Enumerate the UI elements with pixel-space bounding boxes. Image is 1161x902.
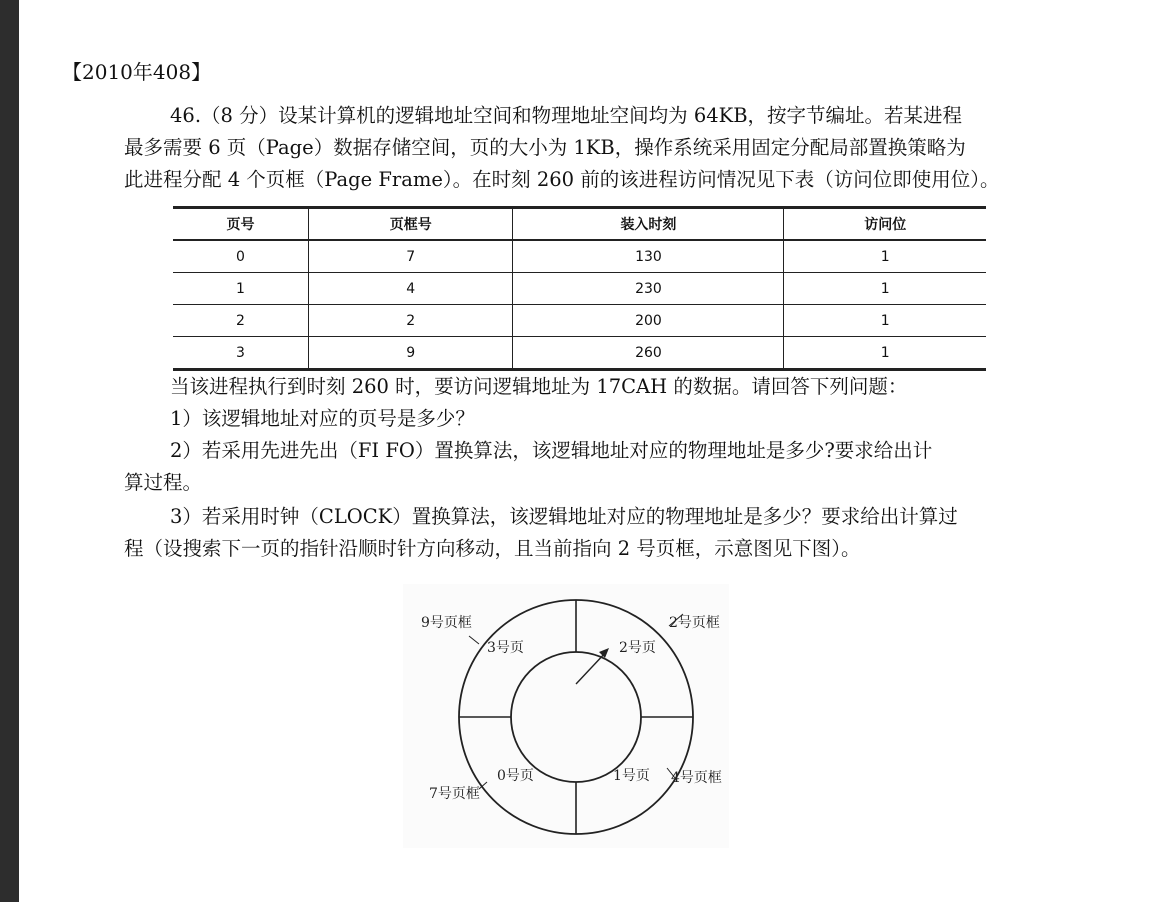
window-side-bar: [0, 0, 19, 902]
header-page-number: 页号: [173, 208, 309, 241]
table-cell: 1: [173, 273, 309, 305]
table-cell: 2: [309, 305, 513, 337]
frame-label-9: 9号页框: [421, 615, 472, 631]
table-cell: 1: [784, 337, 986, 370]
table-row: [173, 305, 986, 337]
table-cell: 230: [513, 273, 784, 305]
table-cell: 3: [173, 337, 309, 370]
page-label-3: 3号页: [487, 640, 524, 656]
table-cell: 4: [309, 273, 513, 305]
table-cell: 1: [784, 305, 986, 337]
table-cell: 260: [513, 337, 784, 370]
header-access-bit: 访问位: [784, 208, 986, 241]
table-row: [173, 337, 986, 370]
table-cell: 1: [784, 240, 986, 273]
page-label-2: 2号页: [619, 640, 656, 656]
frame-label-2: 2号页框: [669, 615, 720, 631]
frame-label-7: 7号页框: [429, 786, 480, 802]
frame-label-4: 4号页框: [671, 770, 722, 786]
question-intro: [124, 100, 1034, 196]
sub-question-2: [124, 435, 1036, 499]
table-cell: 2: [173, 305, 309, 337]
sub-question-2-line-1: 2）若采用先进先出（FI FO）置换算法，该逻辑地址对应的物理地址是多少?要求给出计: [170, 439, 933, 462]
header-frame-number: 页框号: [309, 208, 513, 241]
table-cell: 130: [513, 240, 784, 273]
page-table: [173, 206, 986, 371]
exam-source-header: 【2010年408】: [62, 60, 212, 84]
table-cell: 1: [784, 273, 986, 305]
intro-line-2: 最多需要 6 页（Page）数据存储空间，页的大小为 1KB，操作系统采用固定分配局部置换策略为: [124, 136, 966, 159]
table-cell: 9: [309, 337, 513, 370]
sub-question-3-line-2: 程（设搜索下一页的指针沿顺时针方向移动，且当前指向 2 号页框，示意图见下图）。: [124, 537, 861, 560]
table-cell: 0: [173, 240, 309, 273]
table-cell: 200: [513, 305, 784, 337]
clock-diagram: [403, 584, 729, 848]
sub-question-2-line-2: 算过程。: [124, 471, 203, 494]
header-load-time: 装入时刻: [513, 208, 784, 241]
page-label-1: 1号页: [613, 768, 650, 784]
page-label-0: 0号页: [497, 768, 534, 784]
table-cell: 7: [309, 240, 513, 273]
table-row: [173, 273, 986, 305]
intro-line-1: 46.（8 分）设某计算机的逻辑地址空间和物理地址空间均为 64KB，按字节编址。若某进程: [170, 104, 963, 127]
table-header-row: [173, 208, 986, 241]
question-context: 当该进程执行到时刻 260 时，要访问逻辑地址为 17CAH 的数据。请回答下列问题：: [170, 375, 908, 398]
table-row: [173, 240, 986, 273]
sub-question-3: [124, 501, 1036, 565]
intro-line-3: 此进程分配 4 个页框（Page Frame）。在时刻 260 前的该进程访问情况见下表（访问位即使用位）。: [124, 168, 1000, 191]
sub-question-1: 1）该逻辑地址对应的页号是多少？: [170, 407, 475, 430]
sub-question-3-line-1: 3）若采用时钟（CLOCK）置换算法，该逻辑地址对应的物理地址是多少？要求给出计算过: [170, 505, 958, 528]
